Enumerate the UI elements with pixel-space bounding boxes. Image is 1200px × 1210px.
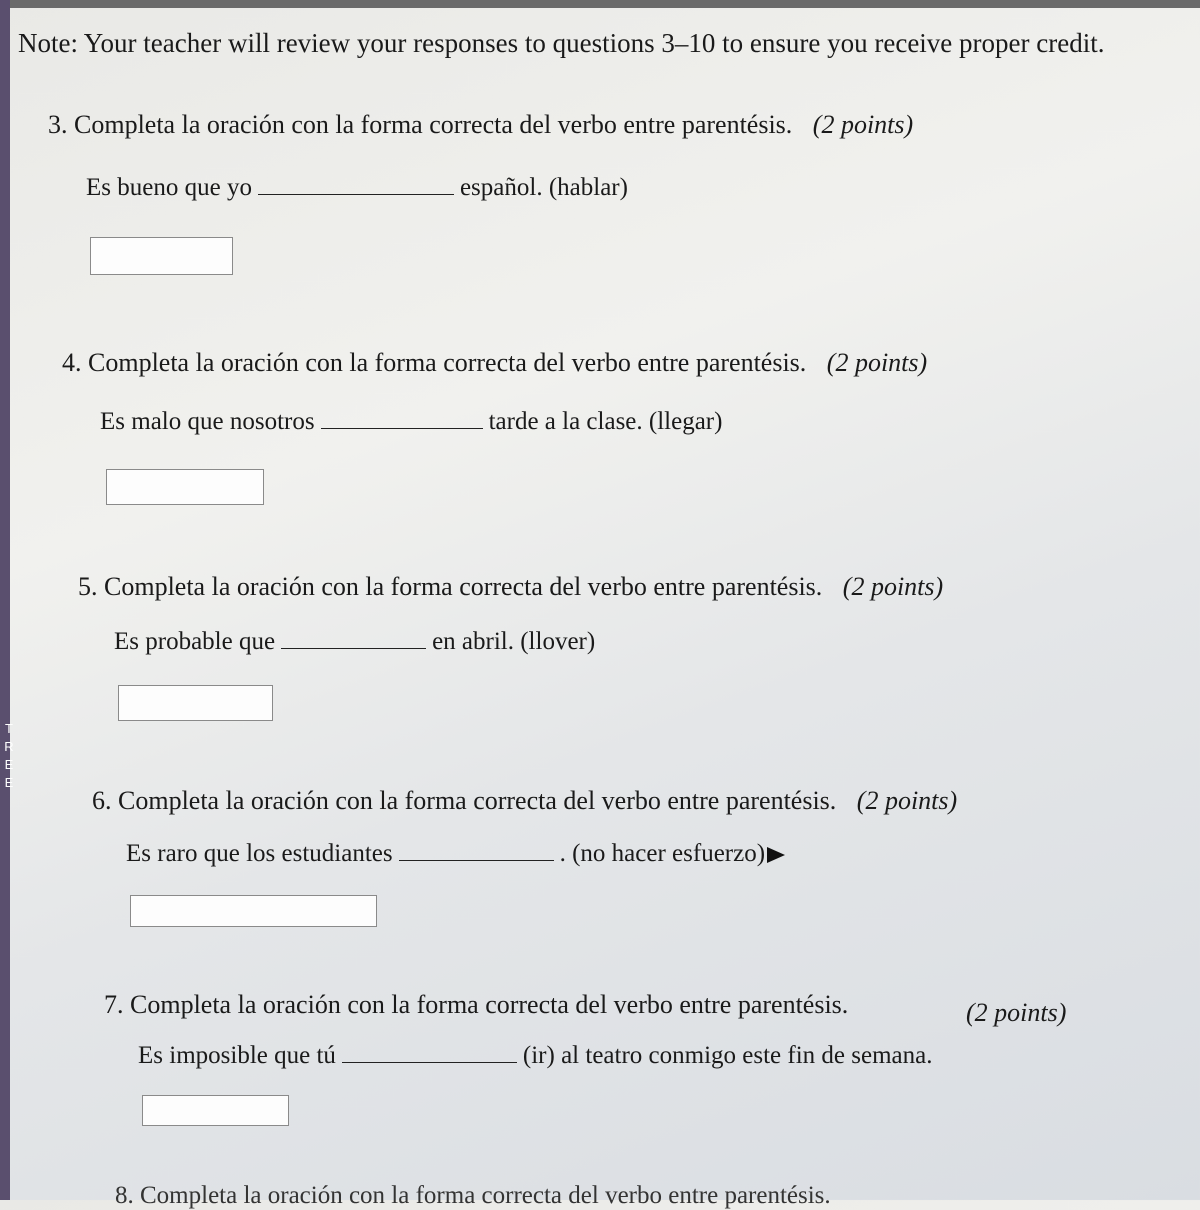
teacher-note: Note: Your teacher will review your responses to questions 3–10 to ensure you receive proper credit. (18, 28, 1105, 58)
question-7-points: (2 points) (966, 998, 1067, 1027)
question-prompt: Completa la oración con la forma correcta del verbo entre parentésis. (74, 110, 793, 139)
sentence-before: Es malo que nosotros (100, 408, 315, 435)
fill-in-blank (399, 840, 554, 861)
question-prompt: Completa la oración con la forma correcta del verbo entre parentésis. (130, 990, 849, 1019)
question-points: (2 points) (842, 572, 944, 601)
fill-in-blank (281, 628, 426, 649)
question-3-answer-input[interactable] (90, 237, 233, 275)
fill-in-blank (342, 1042, 517, 1063)
sentence-before: Es imposible que tú (138, 1042, 336, 1069)
question-3-header (48, 110, 913, 140)
sentence-after: en abril. (llover) (432, 628, 596, 655)
monitor-bezel-top (0, 0, 1200, 8)
question-points: (2 points) (826, 348, 928, 377)
question-5-sentence (114, 628, 595, 656)
sidebar-letter: T (5, 721, 13, 736)
question-prompt: Completa la oración con la forma correcta del verbo entre parentésis. (104, 572, 823, 601)
sentence-after: tarde a la clase. (llegar) (488, 408, 723, 435)
question-5-header (78, 572, 943, 602)
question-4-answer-input[interactable] (106, 469, 264, 505)
sentence-before: Es raro que los estudiantes (126, 840, 393, 867)
question-points: (2 points) (812, 110, 914, 139)
sidebar-letter: R (4, 739, 14, 754)
question-6-answer-input[interactable] (130, 895, 377, 927)
sidebar-letter: E (4, 757, 14, 772)
question-points: (2 points) (856, 786, 958, 815)
question-5-answer-input[interactable] (118, 685, 273, 721)
question-7-answer-input[interactable] (142, 1095, 289, 1126)
sentence-before: Es bueno que yo (86, 174, 252, 201)
sentence-before: Es probable que (114, 628, 276, 655)
question-number: 7. (104, 990, 124, 1019)
question-8-header-partial: 8. Completa la oración con la forma correcta del verbo entre parentésis. (115, 1182, 831, 1209)
sentence-after: (ir) al teatro conmigo este fin de semana. (522, 1042, 933, 1069)
sentence-after: . (no hacer esfuerzo) (559, 840, 766, 867)
question-4-header (62, 348, 927, 378)
mouse-pointer-icon (767, 847, 785, 863)
question-prompt: Completa la oración con la forma correcta del verbo entre parentésis. (118, 786, 837, 815)
fill-in-blank (321, 408, 483, 429)
sentence-after: español. (hablar) (459, 174, 628, 201)
sidebar-letter: E (4, 775, 14, 790)
sidebar-letters (0, 720, 18, 792)
question-4-sentence (100, 408, 722, 436)
question-number: 3. (48, 110, 68, 139)
question-7-sentence (138, 1042, 932, 1070)
question-3-sentence (86, 174, 628, 202)
question-7-header (104, 990, 848, 1020)
question-number: 5. (78, 572, 98, 601)
question-6-sentence (126, 840, 785, 868)
question-number: 6. (92, 786, 112, 815)
fill-in-blank (258, 174, 454, 195)
question-prompt: Completa la oración con la forma correcta del verbo entre parentésis. (88, 348, 807, 377)
question-6-header (92, 786, 957, 816)
monitor-bezel-left (0, 0, 10, 1200)
question-number: 4. (62, 348, 82, 377)
